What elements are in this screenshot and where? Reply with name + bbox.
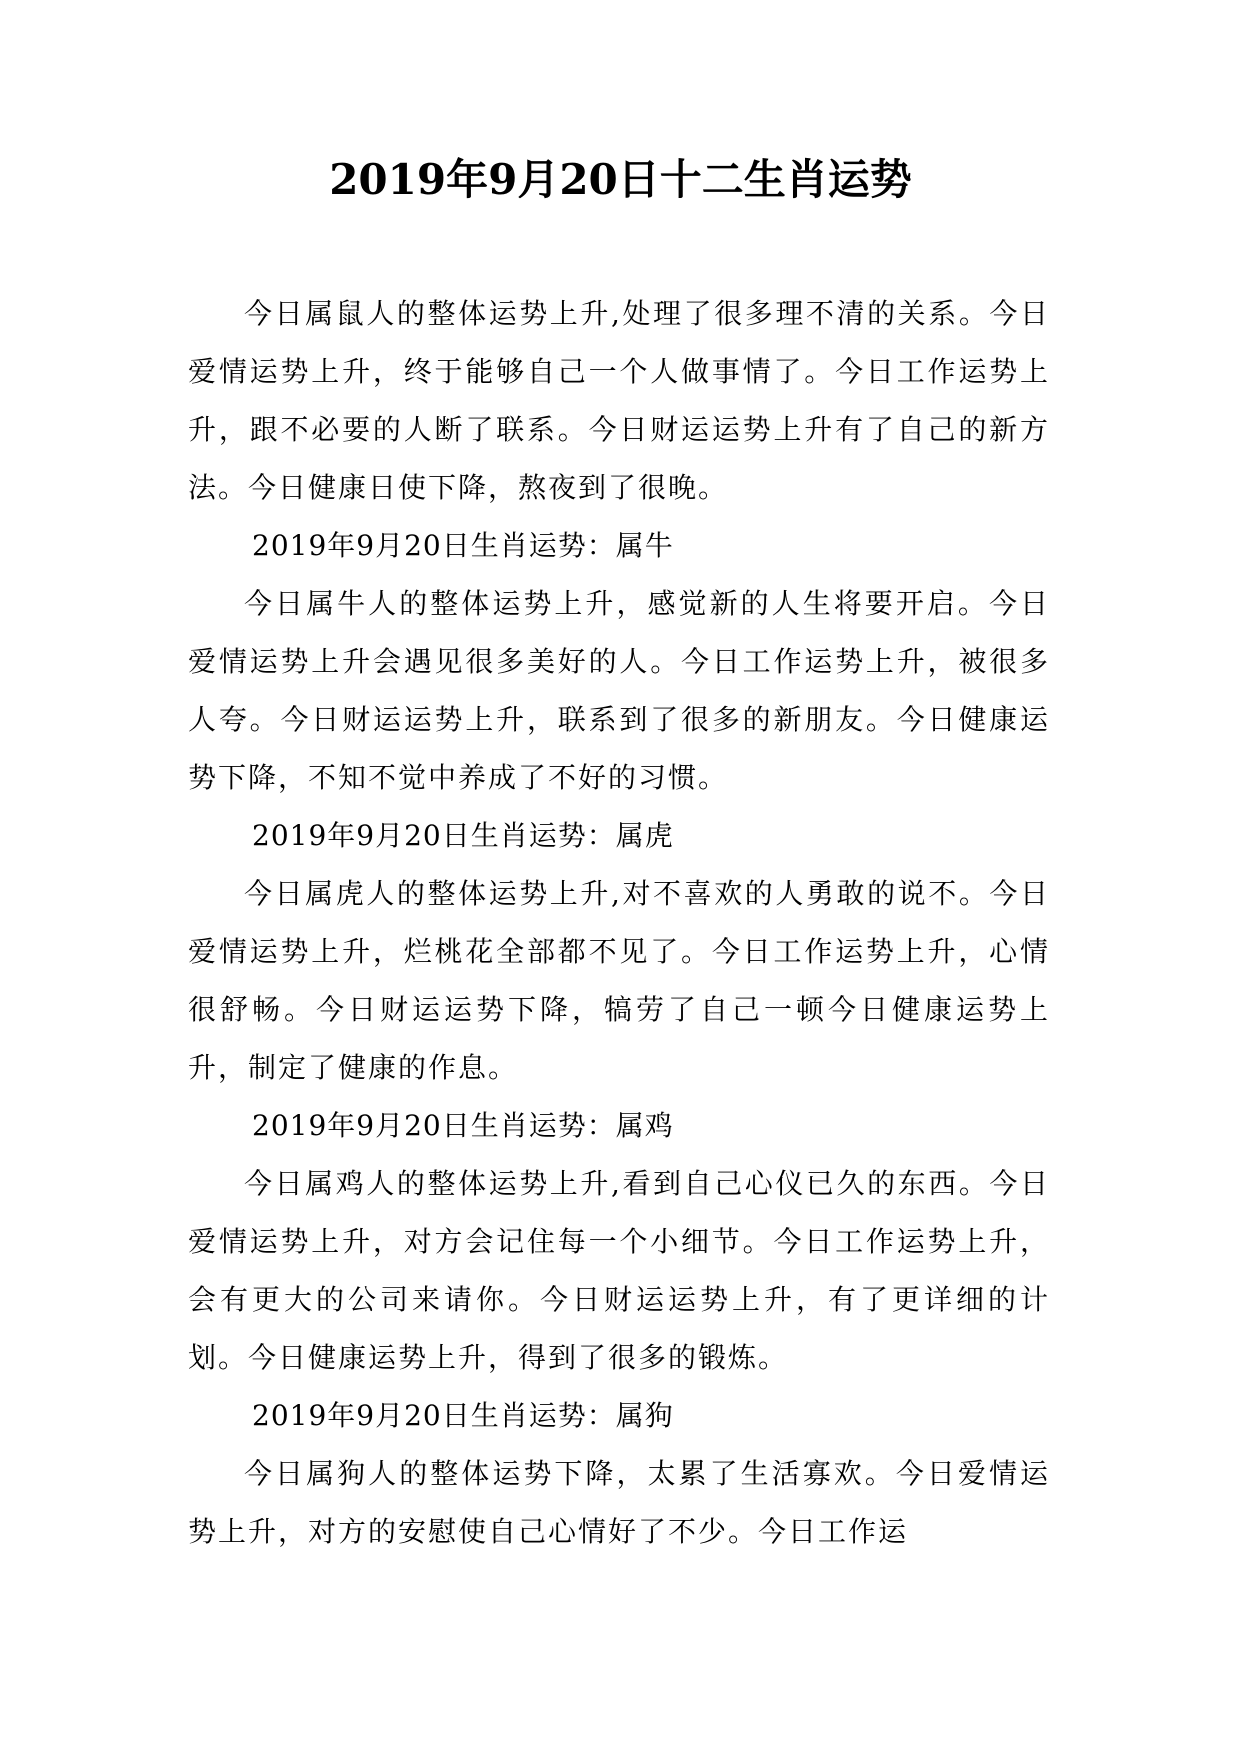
heading-rooster: 2019年9月20日生肖运势：属鸡 bbox=[252, 1109, 674, 1142]
heading-dog: 2019年9月20日生肖运势：属狗 bbox=[252, 1399, 674, 1432]
heading-tiger: 2019年9月20日生肖运势：属虎 bbox=[252, 819, 674, 852]
paragraph-ox: 今日属牛人的整体运势上升，感觉新的人生将要开启。今日爱情运势上升会遇见很多美好的人。今日工作运势上升，被很多人夸。今日财运运势上升，联系到了很多的新朋友。今日健康运势下降，不知不觉中养成了不好的习惯。 bbox=[188, 587, 1050, 794]
paragraph-rooster: 今日属鸡人的整体运势上升,看到自己心仪已久的东西。今日爱情运势上升，对方会记住每一个小细节。今日工作运势上升，会有更大的公司来请你。今日财运运势上升，有了更详细的计划。今日健康运势上升，得到了很多的锻炼。 bbox=[188, 1167, 1050, 1374]
paragraph-tiger: 今日属虎人的整体运势上升,对不喜欢的人勇敢的说不。今日爱情运势上升，烂桃花全部都不见了。今日工作运势上升，心情很舒畅。今日财运运势下降，犒劳了自己一顿今日健康运势上升，制定了健康的作息。 bbox=[188, 877, 1050, 1084]
paragraph-rat: 今日属鼠人的整体运势上升,处理了很多理不清的关系。今日爱情运势上升，终于能够自己一个人做事情了。今日工作运势上升，跟不必要的人断了联系。今日财运运势上升有了自己的新方法。今日健康日使下降，熬夜到了很晚。 bbox=[188, 297, 1050, 504]
paragraph-dog: 今日属狗人的整体运势下降，太累了生活寡欢。今日爱情运势上升，对方的安慰使自己心情好了不少。今日工作运 bbox=[188, 1457, 1050, 1548]
document-body bbox=[188, 285, 1050, 1561]
document-title: 2019年9月20日十二生肖运势 bbox=[329, 155, 912, 204]
heading-ox: 2019年9月20日生肖运势：属牛 bbox=[252, 529, 674, 562]
